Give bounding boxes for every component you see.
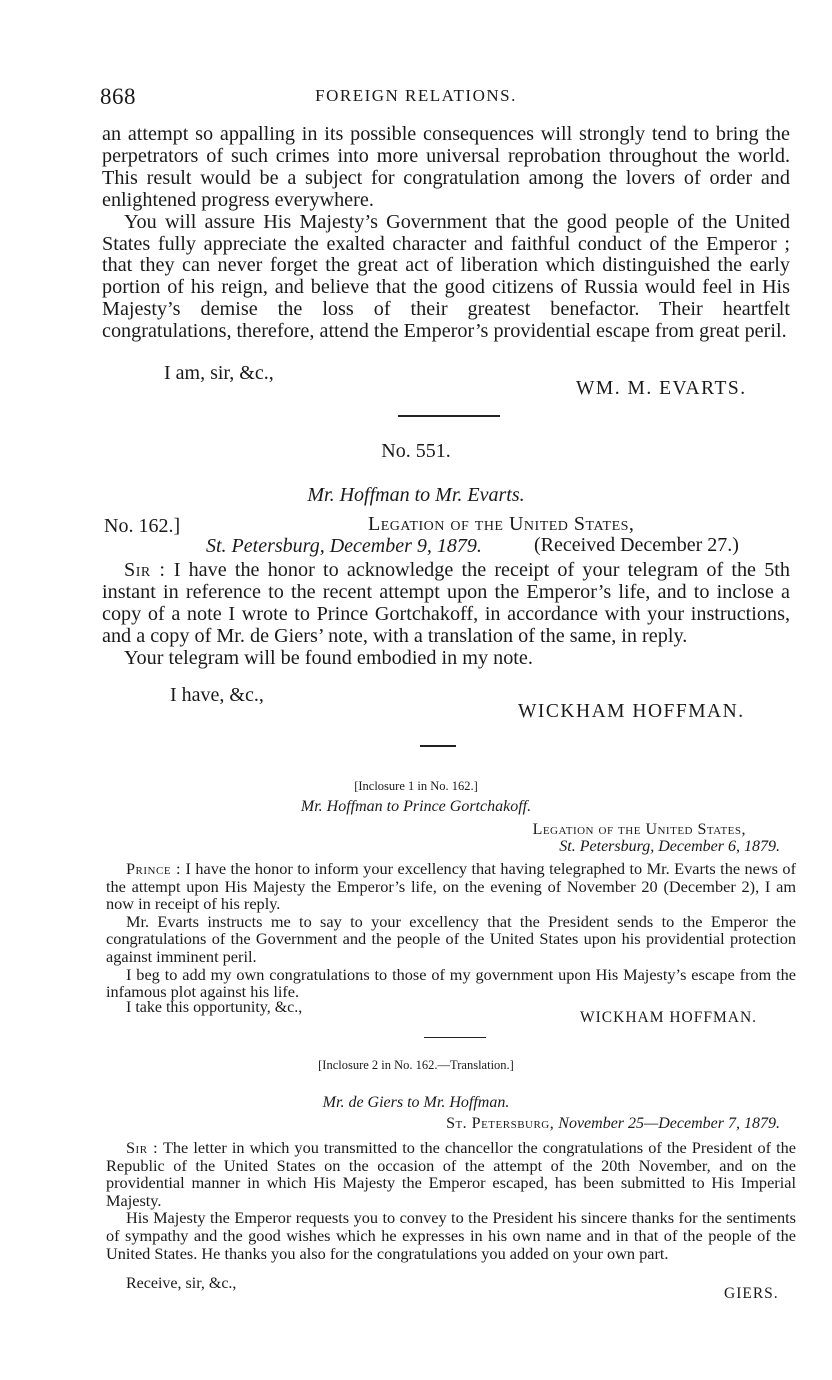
dispatch-number: No. 162.] (104, 515, 181, 537)
doc-551-paragraph-2: Your telegram will be found embodied in my note. (124, 646, 533, 669)
section-divider-short (420, 745, 456, 747)
inclosure-2-paragraph-2: His Majesty the Emperor requests you to convey to the President his sincere thanks for the sentiments of sympathy and the good wishes which he expresses in his own name and in that of the people of the United States. He thanks you also for the congratulations you added on your own part. (106, 1208, 796, 1263)
doc-551-place-date: St. Petersburg, December 9, 1879. (206, 535, 482, 557)
inclosure-2-correspondents: Mr. de Giers to Mr. Hoffman. (322, 1094, 510, 1111)
letter-550-body (102, 124, 790, 343)
doc-551-body (102, 560, 790, 670)
doc-551-legation: Legation of the United States, (368, 513, 635, 535)
letter-550-paragraph-1: an attempt so appalling in its possible consequences will strongly tend to bring the perpetrators of such crimes into more universal reprobation throughout the world. This result would be a subject for congratulation among the lovers of order and enlightened progress everywhere. (102, 123, 790, 211)
inclosure-1-salutation: Prince : (126, 859, 182, 878)
doc-551-salutation: Sir : (124, 559, 166, 581)
inclosure-1-paragraph-3: I beg to add my own congratulations to those of my government upon His Majesty’s escape from the infamous plot against his life. (106, 964, 796, 1002)
inclosure-1-correspondents: Mr. Hoffman to Prince Gortchakoff. (300, 798, 532, 815)
inclosure-1-closing: I take this opportunity, &c., (126, 999, 303, 1016)
inclosure-1-paragraph-2: Mr. Evarts instructs me to say to your excellency that the President sends to the Emperor the congratulations of the Government and the people of the United States upon his providential protection against imminent peril. (106, 911, 796, 966)
inclosure-2-closing: Receive, sir, &c., (126, 1275, 237, 1292)
page-number: 868 (100, 84, 136, 109)
running-title: FOREIGN RELATIONS. (315, 86, 517, 105)
doc-551-paragraph-1: I have the honor to acknowledge the receipt of your telegram of the 5th instant in reference to the recent attempt upon the Emperor’s life, and to inclose a copy of a note I wrote to Prince Gortchakoff, in accordance with your instructions, and a copy of Mr. de Giers’ note, with a translation of the same, in reply. (102, 559, 790, 647)
letter-550-signature: WM. M. EVARTS. (576, 378, 747, 399)
inclosure-1-paragraph-1: I have the honor to inform your excellency that having telegraphed to Mr. Evarts the news of the attempt upon His Majesty the Emperor’s life, on the evening of November 20 (December 2), I am now in receipt of his reply. (106, 859, 796, 914)
inclosure-1-heading: [Inclosure 1 in No. 162.] (354, 779, 478, 793)
inclosure-1-signature: WICKHAM HOFFMAN. (580, 1009, 758, 1026)
inclosure-2-heading: [Inclosure 2 in No. 162.—Translation.] (318, 1058, 514, 1072)
letter-550-closing: I am, sir, &c., (164, 362, 274, 384)
doc-551-received: (Received December 27.) (534, 534, 739, 556)
inclosure-2-date: November 25—December 7, 1879. (558, 1115, 780, 1132)
inclosure-2-salutation: Sir : (126, 1138, 159, 1157)
document-number: No. 551. (381, 440, 451, 462)
inclosure-2-place: St. Petersburg, (446, 1115, 555, 1132)
doc-551-correspondents: Mr. Hoffman to Mr. Evarts. (307, 484, 525, 506)
inclosure-1-body (106, 860, 796, 1001)
inclosure-2-signature: GIERS. (724, 1285, 779, 1302)
inclosure-1-place-date: St. Petersburg, December 6, 1879. (559, 838, 780, 855)
inclosure-2-paragraph-1: The letter in which you transmitted to the chancellor the congratulations of the President of the Republic of the United States on the occasion of the attempt of the 20th November, and on the providential manner in which His Majesty the Emperor escaped, has been submitted to His Imperial Majesty. (106, 1138, 796, 1210)
letter-550-paragraph-2: You will assure His Majesty’s Government that the good people of the United States fully appreciate the exalted character and faithful conduct of the Emperor ; that they can never forget the great act of liberation which distinguished the early portion of his reign, and believe that the good citizens of Russia would feel in His Majesty’s demise the loss of their greatest benefactor. Their heartfelt congratulations, therefore, attend the Emperor’s providential escape from great peril. (102, 210, 790, 343)
inclosure-divider (424, 1037, 486, 1038)
inclosure-1-legation: Legation of the United States, (532, 821, 746, 838)
inclosure-2-body (106, 1139, 796, 1262)
doc-551-closing: I have, &c., (170, 684, 264, 706)
doc-551-signature: WICKHAM HOFFMAN. (518, 701, 745, 722)
section-divider (398, 415, 500, 417)
inclosure-2-place-date (446, 1115, 780, 1133)
